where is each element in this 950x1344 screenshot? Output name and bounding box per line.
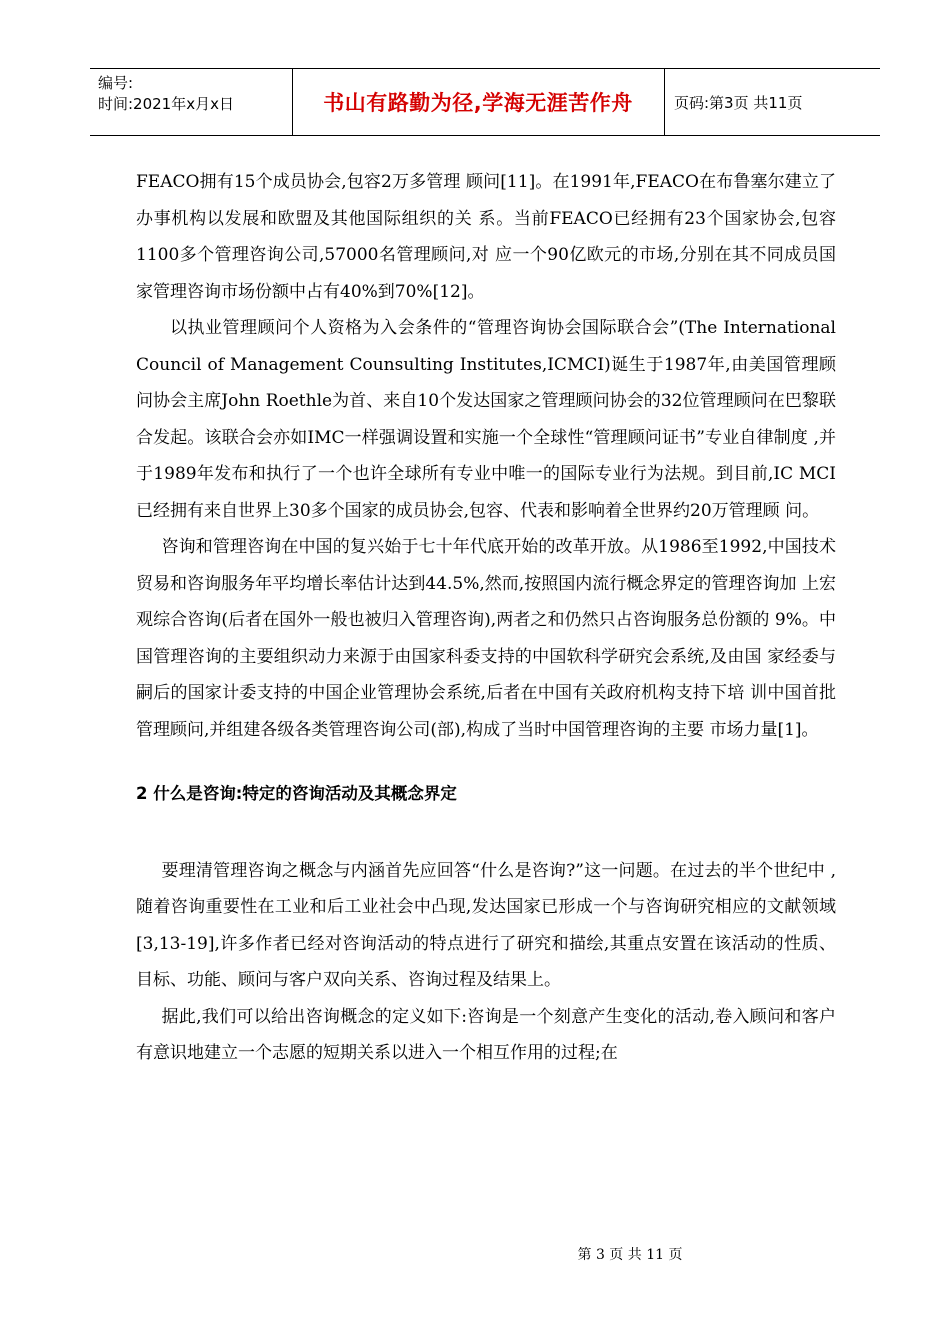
section-heading: 2 什么是咨询:特定的咨询活动及其概念界定 — [136, 784, 457, 803]
paragraph-what-is-consulting: 要理清管理咨询之概念与内涵首先应回答“什么是咨询?”这一问题。在过去的半个世纪中 ,随着咨询重要性在工业和后工业社会中凸现,发达国家已形成一个与咨询研究相应的文献领域[3,13-19],许多作者已经对咨询活动的特点进行了研究和描绘,其重点安置在该活动的性质、目标、功能、顾问与客户双向关系、咨询过程及结果上。 — [136, 860, 836, 990]
document-body — [136, 164, 836, 1072]
header-divider — [664, 69, 665, 135]
header-page-number: 页码:第3页 共11页 — [674, 93, 803, 112]
paragraph-china-consulting: 咨询和管理咨询在中国的复兴始于七十年代底开始的改革开放。从1986至1992,中国技术贸易和咨询服务年平均增长率估计达到44.5%,然而,按照国内流行概念界定的管理咨询加 上宏观综合咨询(后者在国外一般也被归入管理咨询),两者之和仍然只占咨询服务总份额的 9%。中国管理咨询的主要组织动力来源于由国家科委支持的中国软科学研究会系统,及由国 家经委与嗣后的国家计委支持的中国企业管理协会系统,后者在中国有关政府机构支持下培 训中国首批管理顾问,并组建各级各类管理咨询公司(部),构成了当时中国管理咨询的主要 市场力量[1]。 — [136, 537, 836, 740]
paragraph-consulting-definition: 据此,我们可以给出咨询概念的定义如下:咨询是一个刻意产生变化的活动,卷入顾问和客户有意识地建立一个志愿的短期关系以进入一个相互作用的过程;在 — [136, 1006, 836, 1063]
page-footer: 第 3 页 共 11 页 — [577, 1247, 683, 1263]
document-number-label: 编号: — [98, 74, 134, 92]
header-motto: 书山有路勤为径,学海无涯苦作舟 — [323, 91, 633, 115]
paragraph-feaco: FEACO拥有15个成员协会,包容2万多管理 顾问[11]。在1991年,FEACO在布鲁塞尔建立了办事机构以发展和欧盟及其他国际组织的关 系。当前FEACO已经拥有23个国家协会,包容1100多个管理咨询公司,57000名管理顾问,对 应一个90亿欧元的市场,分别在其不同成员国家管理咨询市场份额中占有40%到70%[12]。 — [136, 172, 836, 302]
page-header — [90, 68, 880, 136]
document-time-label: 时间:2021年x月x日 — [98, 95, 234, 113]
paragraph-icmci: 以执业管理顾问个人资格为入会条件的“管理咨询协会国际联合会”(The International Council of Management Counsulting Institutes,ICMCI)诞生于1987年,由美国管理顾 问协会主席John Roethle为首、来自10个发达国家之管理顾问协会的32位管理顾问在巴黎联 合发起。该联合会亦如IMC一样强调设置和实施一个全球性“管理顾问证书”专业自律制度 ,并于1989年发布和执行了一个也许全球所有专业中唯一的国际专业行为法规。到目前,IC MCI已经拥有来自世界上30多个国家的成员协会,包容、代表和影响着全世界约20万管理顾 问。 — [136, 318, 836, 521]
header-meta — [98, 73, 234, 115]
